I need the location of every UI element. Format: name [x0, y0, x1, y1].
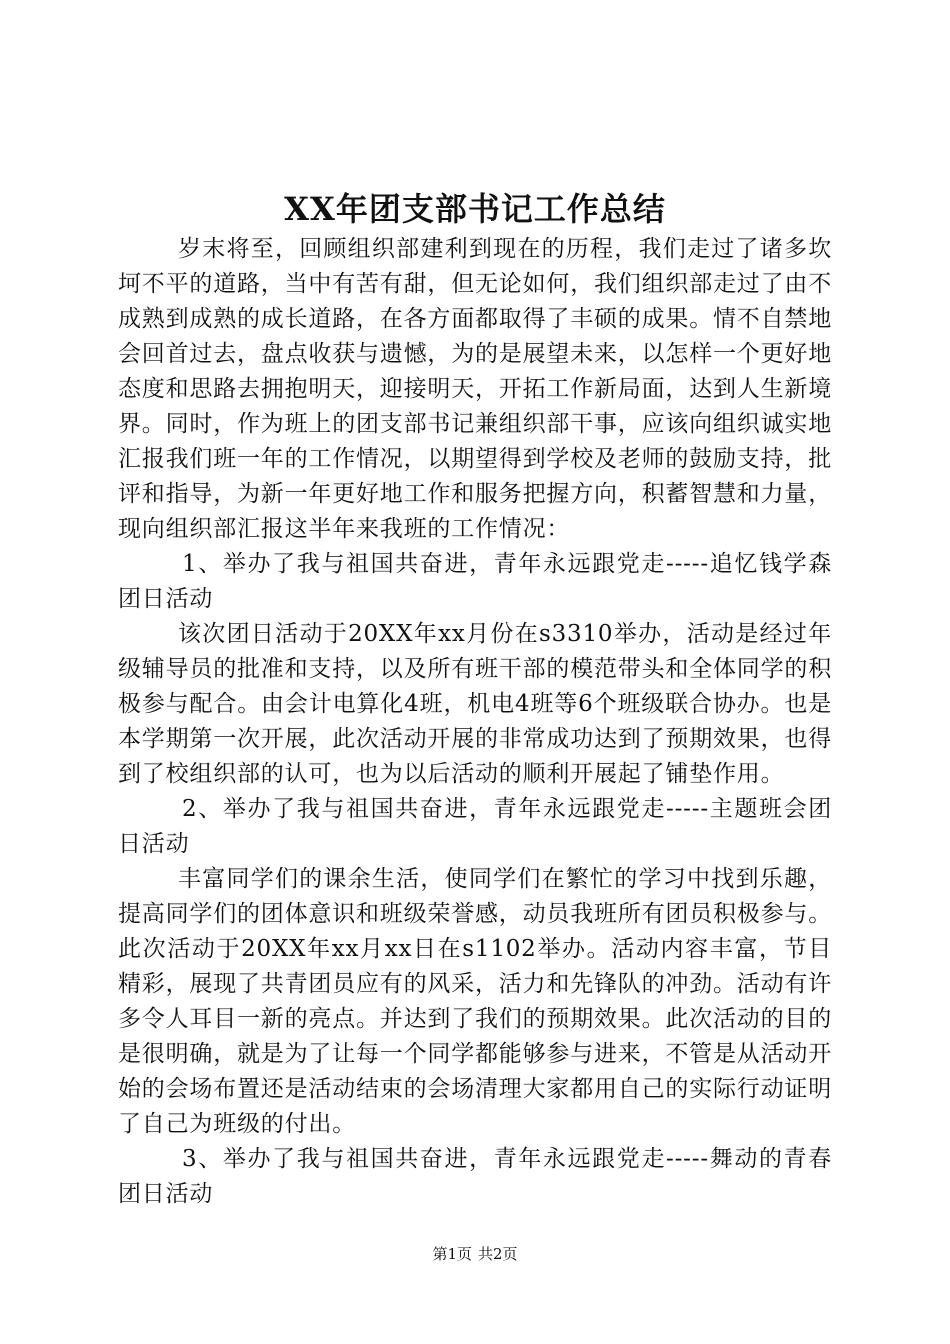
section-paragraph-1: 该次团日活动于20XX年xx月份在s3310举办，活动是经过年级辅导员的批准和支持，以及所有班干部的模范带头和全体同学的积极参与配合。由会计电算化4班，机电4班等6个班级联合协办。也是本学期第一次开展，此次活动开展的非常成功达到了预期效果，也得到了校组织部的认可，也为以后活动的顺利开展起了铺垫作用。: [118, 621, 832, 787]
page-footer: [0, 1244, 950, 1264]
document-body: [118, 232, 832, 1212]
section-heading-2: 2、举办了我与祖国共奋进，青年永远跟党走-----主题班会团日活动: [118, 796, 832, 857]
page-total: 共2页: [478, 1245, 518, 1263]
section-heading-1: 1、举办了我与祖国共奋进，青年永远跟党走-----追忆钱学森团日活动: [118, 551, 832, 612]
document-title: XX年团支部书记工作总结: [284, 190, 666, 228]
intro-paragraph: 岁末将至，回顾组织部建利到现在的历程，我们走过了诸多坎坷不平的道路，当中有苦有甜，但无论如何，我们组织部走过了由不成熟到成熟的成长道路，在各方面都取得了丰硕的成果。情不自禁地会回首过去，盘点收获与遗憾，为的是展望未来，以怎样一个更好地态度和思路去拥抱明天，迎接明天，开拓工作新局面，达到人生新境界。同时，作为班上的团支部书记兼组织部干事，应该向组织诚实地汇报我们班一年的工作情况，以期望得到学校及老师的鼓励支持，批评和指导，为新一年更好地工作和服务把握方向，积蓄智慧和力量，现向组织部汇报这半年来我班的工作情况：: [118, 236, 832, 542]
page-number: 第1页: [432, 1245, 472, 1263]
section-paragraph-2: 丰富同学们的课余生活，使同学们在繁忙的学习中找到乐趣，提高同学们的团体意识和班级荣誉感，动员我班所有团员积极参与。此次活动于20XX年xx月xx日在s1102举办。活动内容丰富，节目精彩，展现了共青团员应有的风采，活力和先锋队的冲劲。活动有许多令人耳目一新的亮点。并达到了我们的预期效果。此次活动的目的是很明确，就是为了让每一个同学都能够参与进来，不管是从活动开始的会场布置还是活动结束的会场清理大家都用自己的实际行动证明了自己为班级的付出。: [118, 866, 832, 1137]
section-heading-3: 3、举办了我与祖国共奋进，青年永远跟党走-----舞动的青春团日活动: [118, 1146, 832, 1207]
